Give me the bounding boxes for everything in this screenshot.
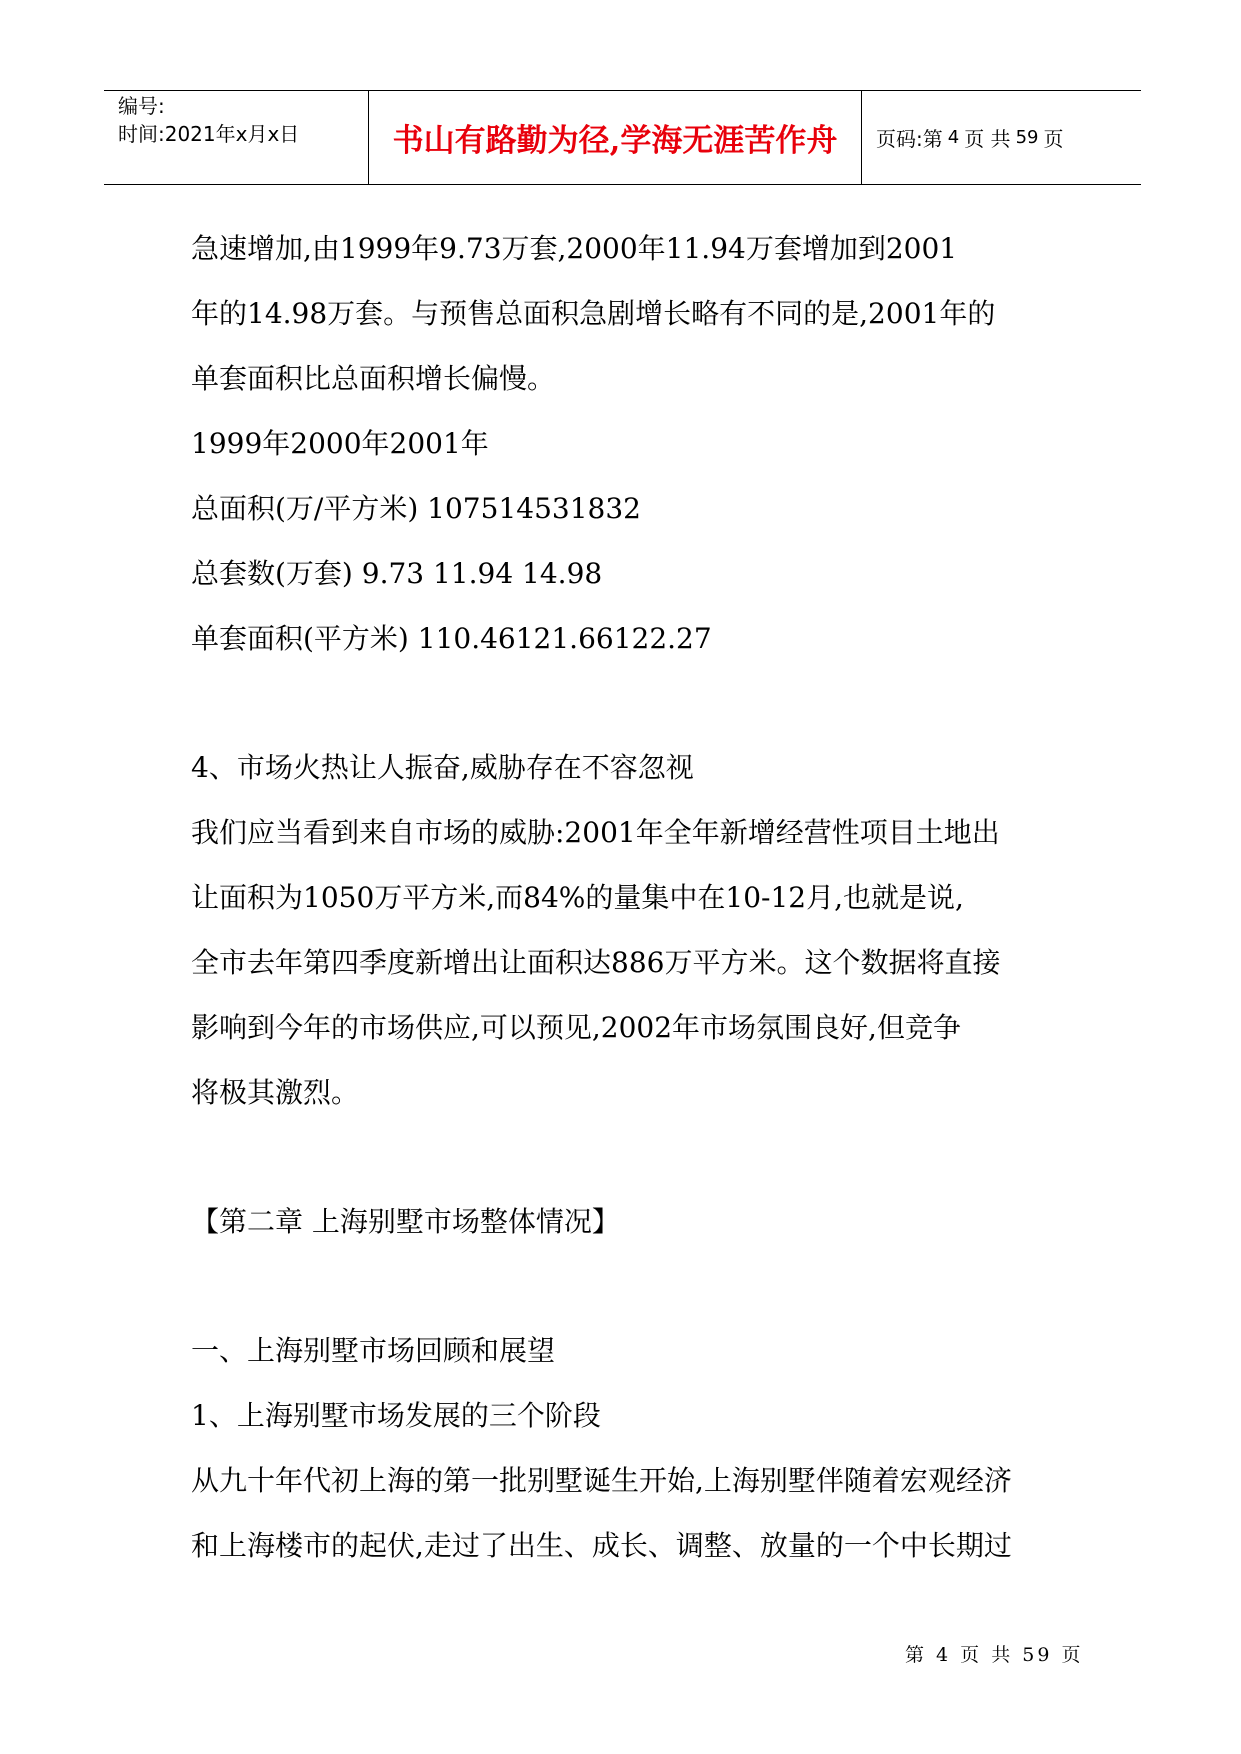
page-suffix: 页: [1043, 127, 1064, 151]
table-row-unit-area: 单套面积(平方米) 110.46121.66122.27: [191, 622, 712, 655]
body-paragraph-line: 单套面积比总面积增长偏慢。: [191, 362, 556, 395]
page-prefix: 页码:第: [876, 127, 943, 151]
document-time-label: 时间:2021年x月x日: [118, 122, 300, 146]
table-row-total-units: 总套数(万套) 9.73 11.94 14.98: [191, 557, 603, 590]
body-paragraph-line: 我们应当看到来自市场的威胁:2001年全年新增经营性项目土地出: [191, 816, 1000, 849]
body-paragraph-line: 急速增加,由1999年9.73万套,2000年11.94万套增加到2001: [191, 232, 958, 265]
page-total-number: 59: [1015, 127, 1039, 148]
header-meta: [104, 91, 369, 184]
section-heading: 4、市场火热让人振奋,威胁存在不容忽视: [191, 751, 694, 784]
page-header: [104, 90, 1141, 185]
body-paragraph-line: 将极其激烈。: [191, 1076, 360, 1109]
section-heading: 一、上海别墅市场回顾和展望: [191, 1334, 556, 1367]
body-paragraph-line: 从九十年代初上海的第一批别墅诞生开始,上海别墅伴随着宏观经济: [191, 1464, 1012, 1497]
body-paragraph-line: 和上海楼市的起伏,走过了出生、成长、调整、放量的一个中长期过: [191, 1529, 1012, 1562]
page-footer: 第 4 页 共 59 页: [905, 1644, 1084, 1666]
header-page-indicator: [862, 91, 1141, 184]
body-paragraph-line: 全市去年第四季度新增出让面积达886万平方米。这个数据将直接: [191, 946, 1001, 979]
body-paragraph-line: 年的14.98万套。与预售总面积急剧增长略有不同的是,2001年的: [191, 297, 996, 330]
table-header-years: 1999年2000年2001年: [191, 427, 489, 460]
page-current-number: 4: [947, 127, 960, 148]
body-paragraph-line: 影响到今年的市场供应,可以预见,2002年市场氛围良好,但竞争: [191, 1011, 961, 1044]
subsection-heading: 1、上海别墅市场发展的三个阶段: [191, 1399, 601, 1432]
body-paragraph-line: 让面积为1050万平方米,而84%的量集中在10-12月,也就是说,: [191, 881, 964, 914]
chapter-heading: 【第二章 上海别墅市场整体情况】: [191, 1205, 620, 1238]
header-motto: 书山有路勤为径,学海无涯苦作舟: [369, 91, 862, 184]
table-row-total-area: 总面积(万/平方米) 107514531832: [191, 492, 641, 525]
document-number-label: 编号:: [118, 94, 165, 118]
page-mid: 页 共: [964, 127, 1011, 151]
